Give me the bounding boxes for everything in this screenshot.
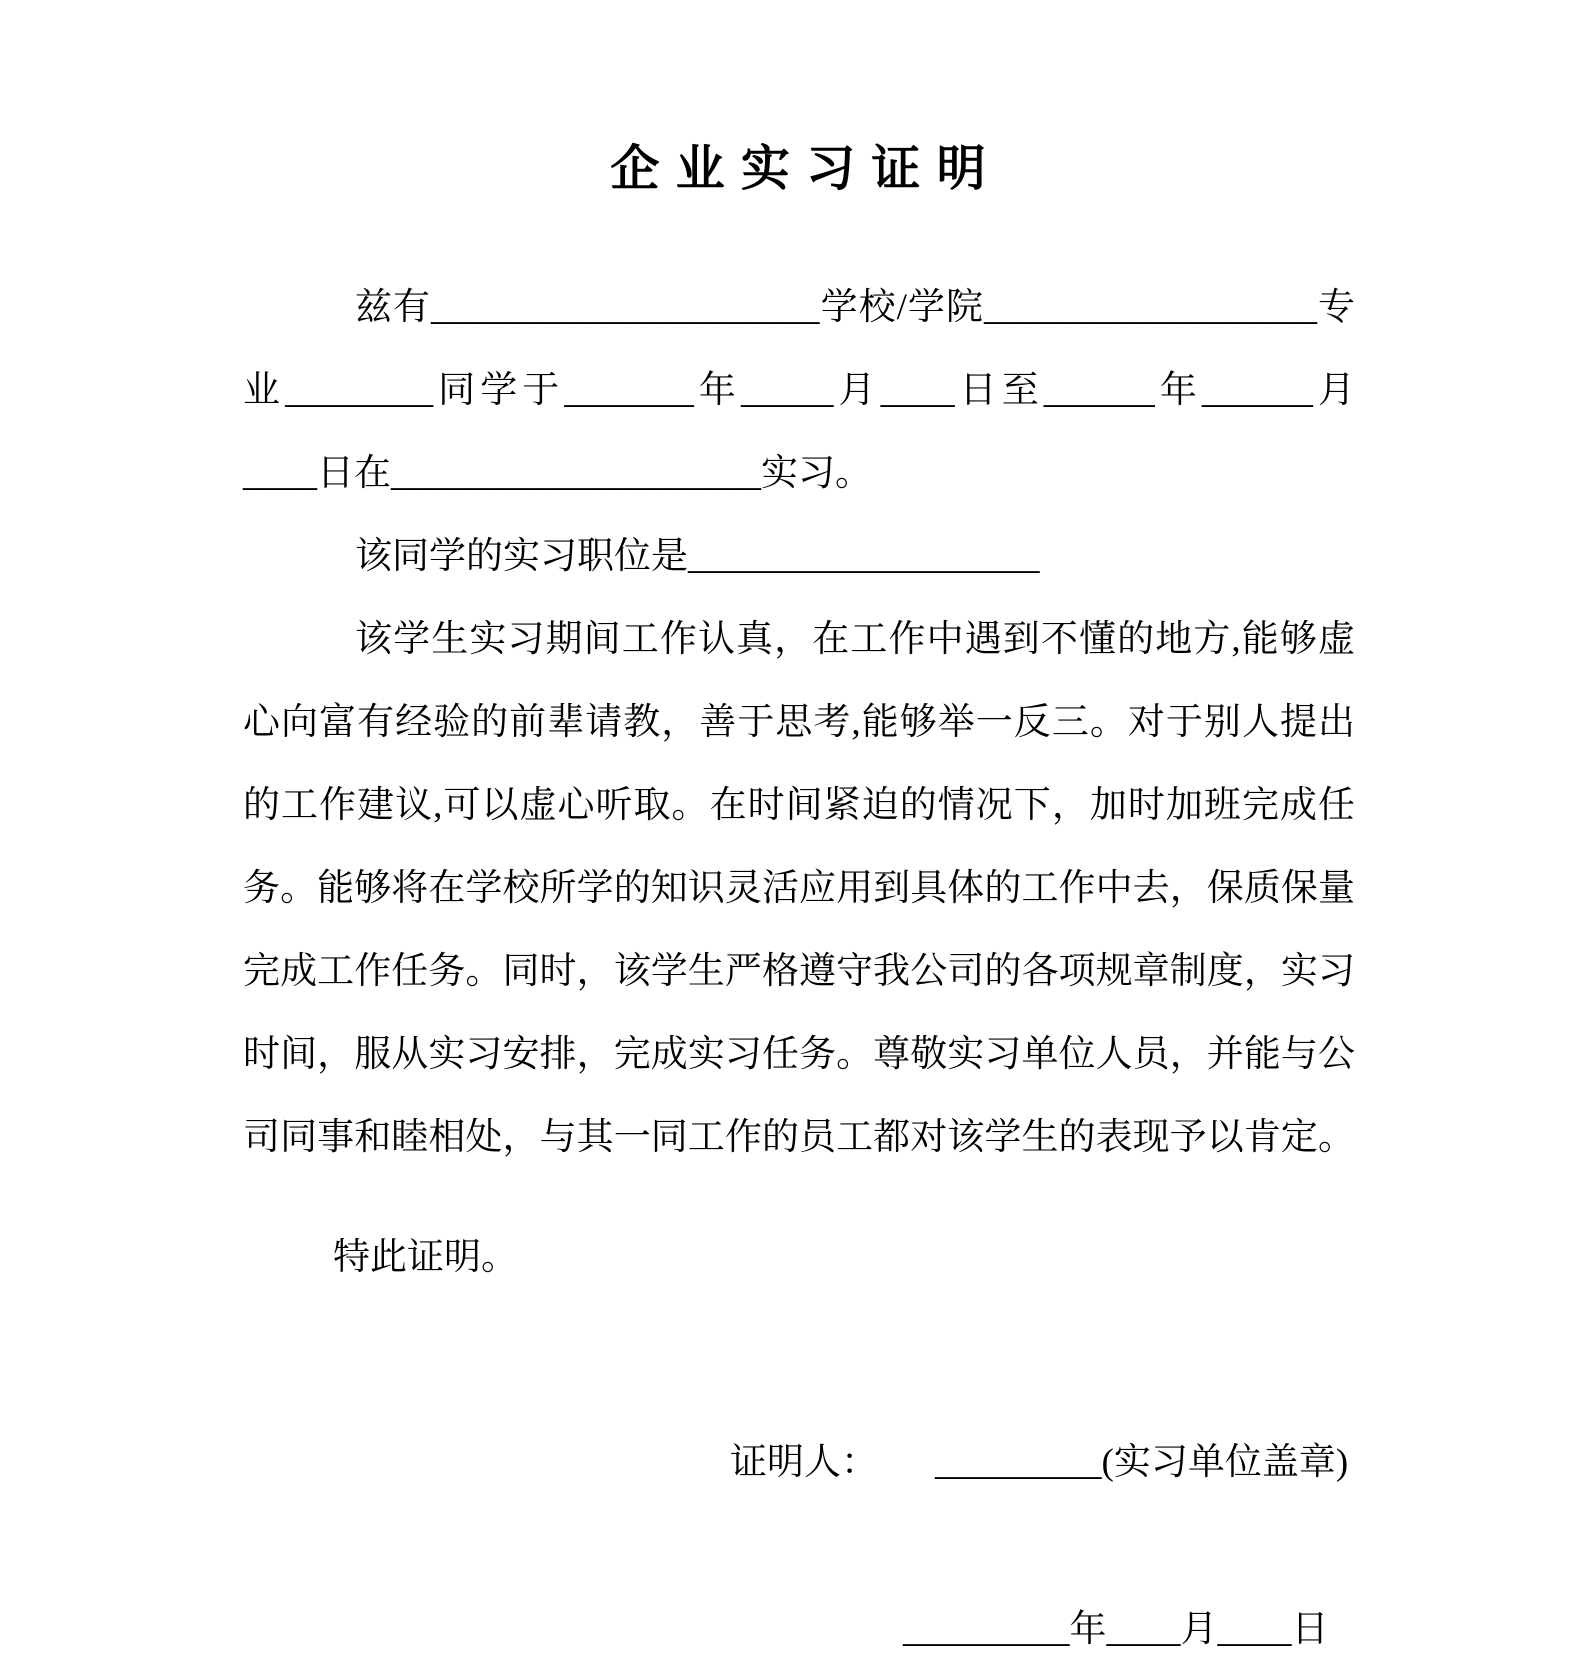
evaluation-paragraph bbox=[243, 598, 1355, 1179]
text-line: 司同事和睦相处，与其一同工作的员工都对该学生的表现予以肯定。 bbox=[243, 1117, 1355, 1158]
text-line: 业________同学于_______年_____月____日至______年______月 bbox=[243, 370, 1355, 411]
closing-line: 特此证明。 bbox=[333, 1237, 518, 1278]
text-line: 务。能够将在学校所学的知识灵活应用到具体的工作中去，保质保量 bbox=[243, 868, 1355, 909]
document-content bbox=[0, 139, 1587, 1658]
text-line: ____日在____________________实习。 bbox=[243, 453, 872, 494]
text-line: 完成工作任务。同时，该学生严格遵守我公司的各项规章制度，实习 bbox=[243, 951, 1355, 992]
signer-label: 证明人： bbox=[730, 1442, 878, 1483]
position-line: 该同学的实习职位是___________________ bbox=[355, 536, 1040, 577]
intro-paragraph bbox=[243, 266, 1355, 515]
text-line: 心向富有经验的前辈请教，善于思考,能够举一反三。对于别人提出 bbox=[243, 702, 1355, 743]
text-line: 的工作建议,可以虚心听取。在时间紧迫的情况下，加时加班完成任 bbox=[243, 785, 1355, 826]
signer-blank: _________ bbox=[935, 1442, 1102, 1483]
position-paragraph bbox=[243, 515, 1355, 598]
signer-stamp-note: (实习单位盖章) bbox=[1101, 1442, 1349, 1483]
signer-line bbox=[243, 1421, 1355, 1504]
date-line: _________年____月____日 bbox=[903, 1609, 1329, 1650]
page-title: 企 业 实 习 证 明 bbox=[610, 141, 988, 196]
text-line: 时间，服从实习安排，完成实习任务。尊敬实习单位人员，并能与公 bbox=[243, 1034, 1355, 1075]
text-line: 该学生实习期间工作认真，在工作中遇到不懂的地方,能够虚 bbox=[355, 619, 1355, 660]
text-line: 兹有_____________________学校/学院__________________专 bbox=[355, 287, 1355, 328]
